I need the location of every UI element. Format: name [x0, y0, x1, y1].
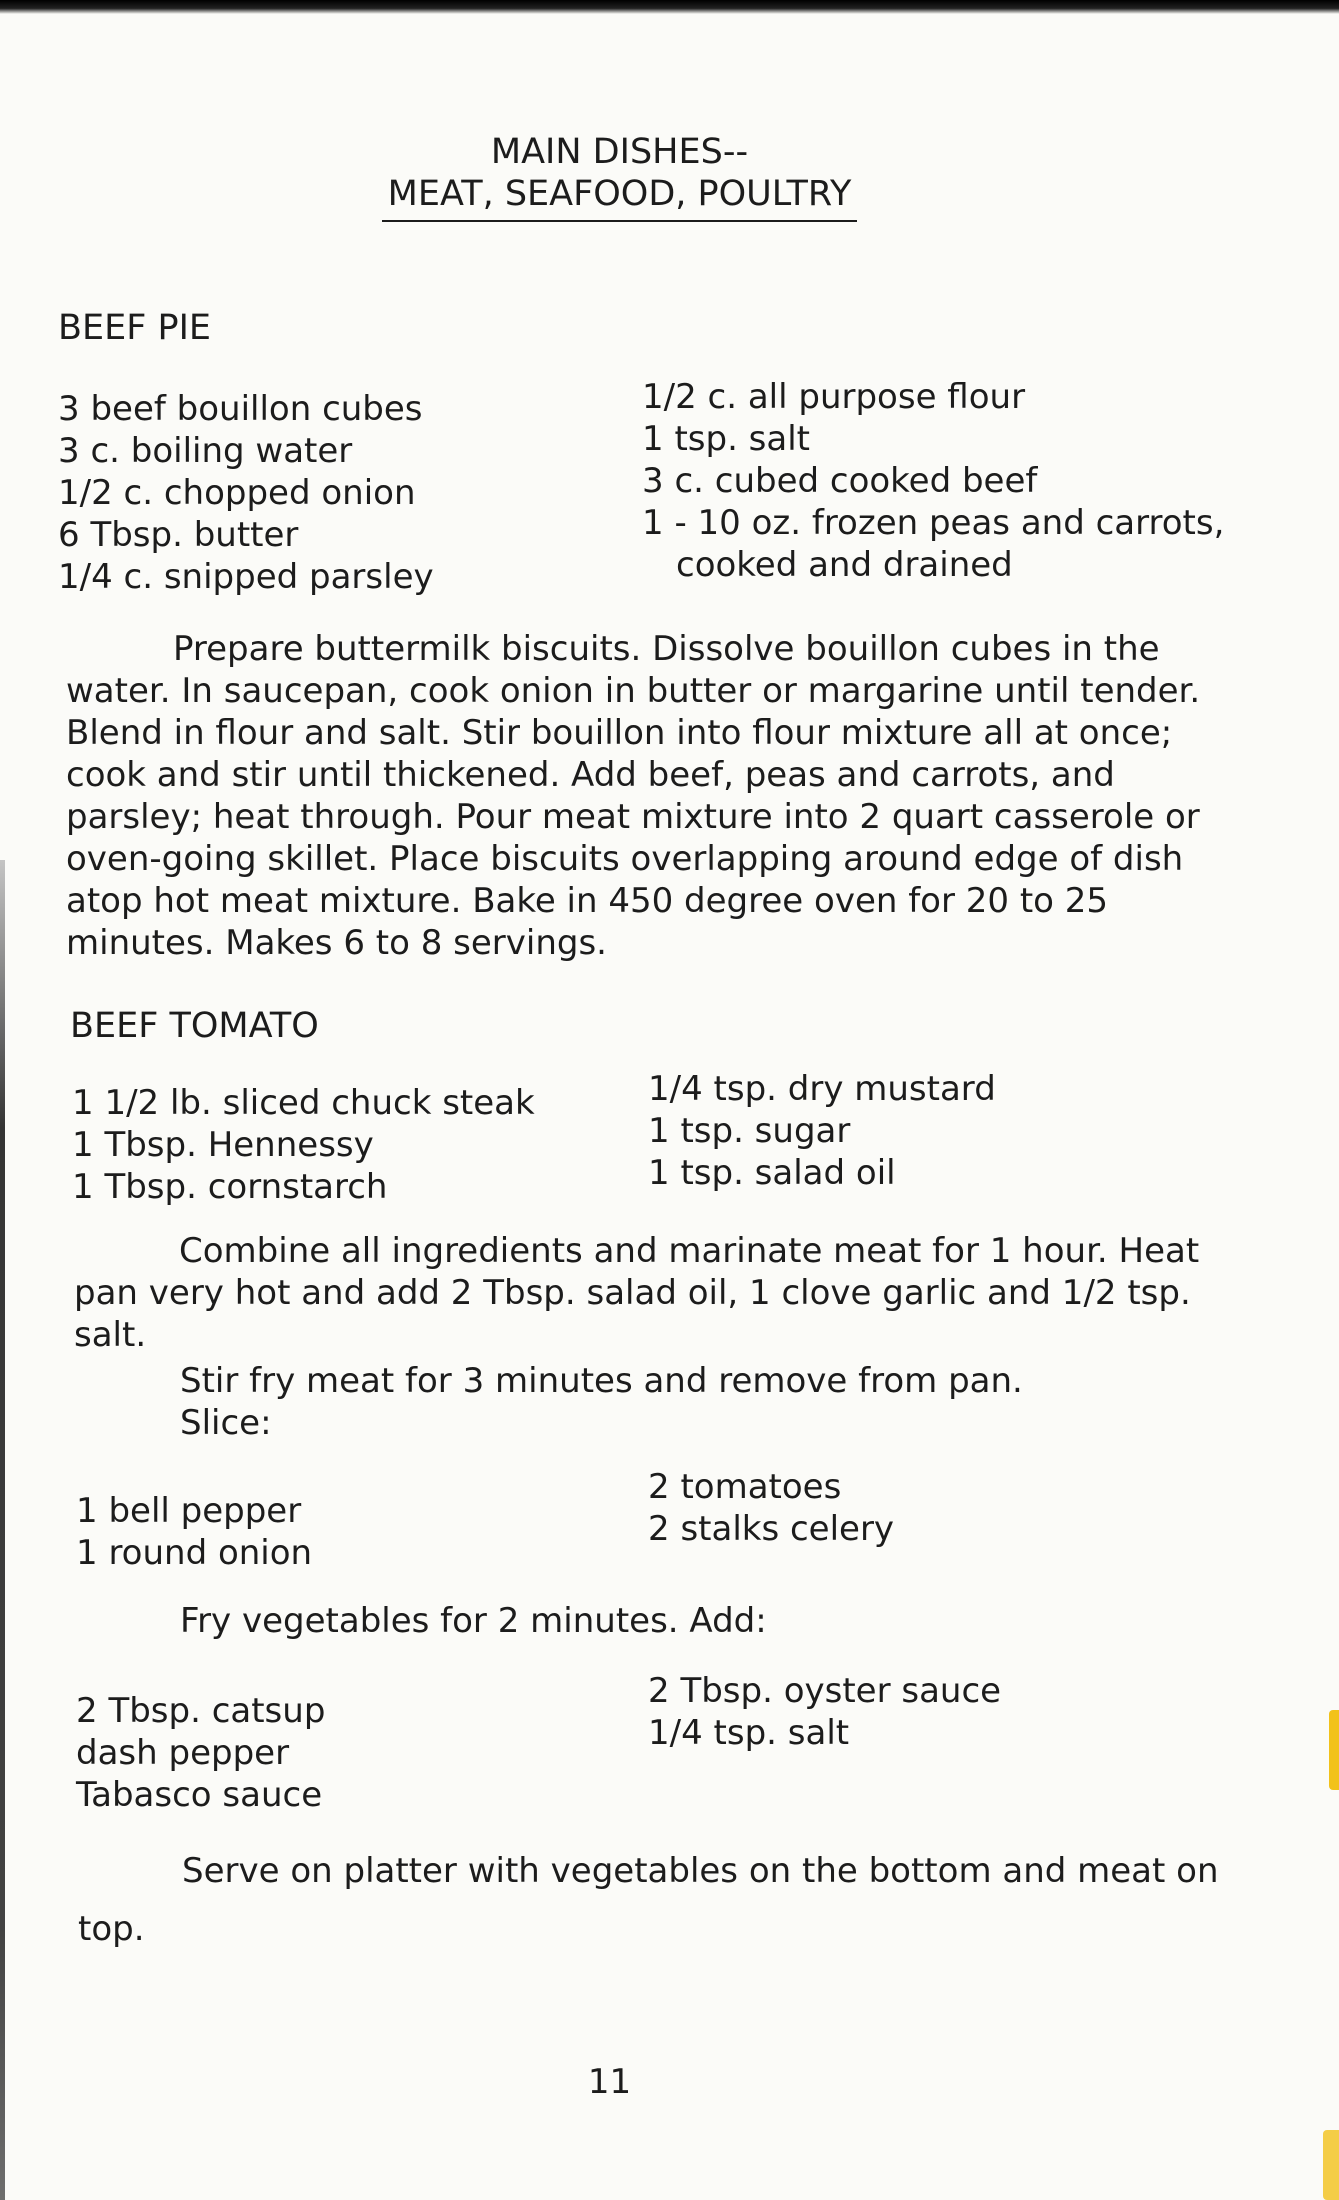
step-line: Stir fry meat for 3 minutes and remove from pan. — [180, 1361, 1023, 1401]
directions-line: minutes. Makes 6 to 8 servings. — [66, 923, 607, 963]
ingredient: 2 tomatoes — [648, 1467, 842, 1507]
ingredient: 3 c. cubed cooked beef — [642, 461, 1038, 501]
ingredient: 1 tsp. salad oil — [648, 1153, 896, 1193]
ingredient: 2 Tbsp. catsup — [76, 1691, 326, 1731]
ingredient: 1 1/2 lb. sliced chuck steak — [72, 1083, 535, 1123]
ingredient: 1/2 c. all purpose flour — [642, 377, 1026, 417]
ingredient: 1 Tbsp. cornstarch — [72, 1167, 388, 1207]
beef-pie-directions — [66, 628, 1200, 964]
scan-yellow-mark — [1329, 1710, 1339, 1790]
ingredient: dash pepper — [76, 1733, 290, 1773]
ingredient: 1 tsp. sugar — [648, 1111, 851, 1151]
beef-tomato-ingredients-left — [72, 1082, 535, 1208]
add-list-right — [648, 1670, 1001, 1754]
step-line: top. — [78, 1909, 145, 1949]
beef-pie-ingredients-left — [58, 388, 434, 598]
scan-yellow-mark-bottom — [1323, 2130, 1339, 2200]
ingredient: 1/4 c. snipped parsley — [58, 557, 434, 597]
directions-line: water. In saucepan, cook onion in butter or margarine until tender. — [66, 671, 1201, 711]
ingredient: 1 Tbsp. Hennessy — [72, 1125, 374, 1165]
slice-list-right — [648, 1466, 894, 1550]
step-line: Slice: — [180, 1403, 272, 1443]
chapter-line-2: MEAT, SEAFOOD, POULTRY — [382, 172, 858, 222]
directions-line: parsley; heat through. Pour meat mixture into 2 quart casserole or — [66, 797, 1200, 837]
directions-line: oven-going skillet. Place biscuits overlapping around edge of dish — [66, 839, 1184, 879]
directions-line: Blend in flour and salt. Stir bouillon into flour mixture all at once; — [66, 713, 1173, 753]
ingredient: 2 Tbsp. oyster sauce — [648, 1671, 1002, 1711]
ingredient: 2 stalks celery — [648, 1509, 895, 1549]
beef-tomato-serve — [78, 1850, 1219, 1950]
beef-tomato-ingredients-right — [648, 1068, 996, 1194]
page-number: 11 — [587, 2062, 632, 2102]
recipe-title-beef-pie: BEEF PIE — [58, 308, 212, 348]
beef-pie-ingredients-right — [642, 376, 1224, 586]
step-line: Combine all ingredients and marinate meat for 1 hour. Heat — [179, 1231, 1200, 1271]
ingredient: 1/4 tsp. dry mustard — [648, 1069, 996, 1109]
ingredient: 1 bell pepper — [76, 1491, 302, 1531]
ingredient: 1/4 tsp. salt — [648, 1713, 850, 1753]
chapter-line-1: MAIN DISHES-- — [490, 132, 749, 172]
scan-left-edge — [0, 860, 5, 2200]
ingredient: 3 c. boiling water — [58, 431, 353, 471]
beef-tomato-step-1 — [74, 1230, 1199, 1356]
add-list-left — [76, 1690, 325, 1816]
slice-list-left — [76, 1490, 312, 1574]
directions-line: Prepare buttermilk biscuits. Dissolve bouillon cubes in the — [173, 629, 1160, 669]
scan-top-edge — [0, 0, 1339, 14]
chapter-heading — [0, 130, 1339, 174]
step-line: pan very hot and add 2 Tbsp. salad oil, 1 clove garlic and 1/2 tsp. — [74, 1273, 1191, 1313]
ingredient: 1 tsp. salt — [642, 419, 811, 459]
ingredient: cooked and drained — [676, 545, 1013, 585]
ingredient: 1 round onion — [76, 1533, 313, 1573]
recipe-title-beef-tomato: BEEF TOMATO — [70, 1006, 319, 1046]
beef-tomato-step-2 — [180, 1360, 1023, 1444]
ingredient: 1 - 10 oz. frozen peas and carrots, — [642, 503, 1225, 543]
step-line: Serve on platter with vegetables on the bottom and meat on — [182, 1851, 1219, 1891]
directions-line: atop hot meat mixture. Bake in 450 degree oven for 20 to 25 — [66, 881, 1109, 921]
directions-line: cook and stir until thickened. Add beef, peas and carrots, and — [66, 755, 1115, 795]
beef-tomato-step-3 — [180, 1600, 767, 1642]
ingredient: 1/2 c. chopped onion — [58, 473, 416, 513]
step-line: salt. — [74, 1315, 147, 1355]
chapter-subheading — [0, 172, 1339, 222]
step-line: Fry vegetables for 2 minutes. Add: — [180, 1601, 767, 1641]
ingredient: Tabasco sauce — [76, 1775, 323, 1815]
ingredient: 3 beef bouillon cubes — [58, 389, 423, 429]
ingredient: 6 Tbsp. butter — [58, 515, 299, 555]
